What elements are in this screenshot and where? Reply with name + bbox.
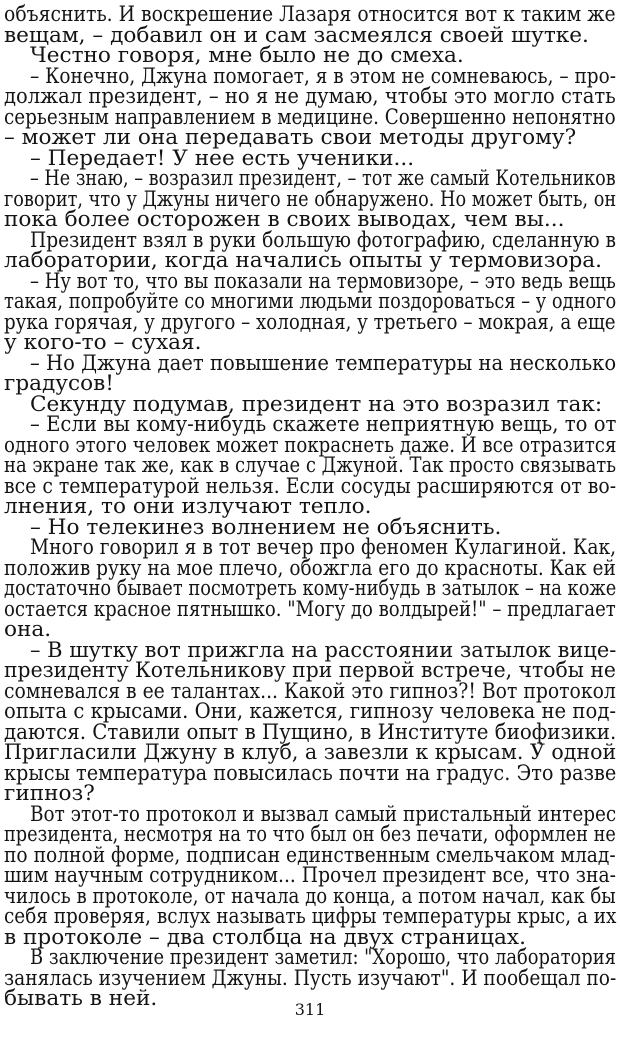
text-line: вещам, – добавил он и сам засмеялся своей шутке. — [4, 22, 589, 48]
text-line: гипноз? — [4, 781, 95, 806]
text-line: крысы температура повысилась почти на градус. Это разве — [4, 760, 617, 786]
text-line: Много говорил я в тот вечер про феномен Кулагиной. Как, — [30, 535, 617, 560]
text-line: Вот этот-то протокол и вызвал самый пристальный интерес — [30, 801, 617, 827]
text-line: сомневался в ее талантах... Какой это гипноз?! Вот протокол — [4, 678, 616, 704]
text-line: остается красное пятнышко. "Могу до волдырей!" – предлагает — [4, 596, 616, 622]
text-line: – Ну вот то, что вы показали на термовизоре, – это ведь вещь — [30, 268, 616, 294]
page-number: 311 — [294, 1000, 326, 1019]
text-line: – Но телекинез волнением не объяснить. — [30, 514, 502, 540]
text-line: лнения, то они излучают тепло. — [4, 494, 372, 519]
text-line: В заключение президент заметил: "Хорошо, что лаборатория — [30, 945, 616, 970]
text-line: в протоколе – два столбца на двух страницах. — [4, 924, 526, 950]
text-line: чилось в протоколе, от начала до конца, а потом начал, как бы — [4, 883, 616, 909]
text-line: все с температурой нельзя. Если сосуды расширяются от во- — [4, 473, 617, 499]
text-line: – Если вы кому-нибудь скажете неприятную вещь, то от — [30, 412, 617, 437]
text-line: рука горячая, у другого – холодная, у третьего – мокрая, а еще — [4, 309, 616, 335]
text-line: говорит, что у Джуны ничего не обнаружено. Но может быть, он — [4, 186, 617, 212]
text-line: Президент взял в руки большую фотографию, сделанную в — [30, 227, 617, 253]
text-line: – Передает! У нее есть ученики... — [30, 145, 415, 171]
text-line: градусов! — [4, 371, 114, 396]
text-line: пока более осторожен в своих выводах, чем вы... — [4, 207, 565, 232]
text-line: занялась изучением Джуны. Пусть изучают". И пообещал по- — [4, 965, 617, 991]
text-line: серьезным направлением в медицине. Совершенно непонятно — [4, 104, 616, 130]
text-line: – Конечно, Джуна помогает, я в этом не сомневаюсь, – про- — [30, 63, 616, 89]
text-line: должал президент, – но я не думаю, чтобы это могло стать — [4, 84, 616, 109]
text-line: на экране так же, как в случае с Джуной. Так просто связывать — [4, 453, 616, 478]
text-line: Пригласили Джуну в клуб, а завезли к крысам. У одной — [4, 740, 617, 765]
text-line: объяснить. И воскрешение Лазаря относится вот к таким же — [4, 2, 616, 27]
text-line: президента, несмотря на то что был он без печати, оформлен не — [4, 822, 616, 847]
text-line: – может ли она передавать свои методы другому? — [4, 125, 577, 150]
text-line: она. — [4, 617, 52, 642]
text-line: опыта с крысами. Они, кажется, гипнозу человека не под- — [4, 699, 617, 724]
text-line: у кого-то – сухая. — [4, 330, 202, 355]
text-line: положив руку на мое плечо, обожгла его до красноты. Как ей — [4, 555, 616, 581]
text-line: лаборатории, когда начались опыты у термовизора. — [4, 248, 603, 273]
text-line: – В шутку вот прижгла на расстоянии затылок вице- — [30, 637, 617, 663]
text-line: президенту Котельникову при первой встрече, чтобы не — [4, 658, 616, 683]
text-line: такая, попробуйте со многими людьми поздороваться – у одного — [4, 289, 617, 314]
text-line: бывать в ней. — [4, 986, 158, 1011]
text-line: Секунду подумав, президент на это возразил так: — [30, 391, 603, 417]
text-line: – Не знаю, – возразил президент, – тот же самый Котельников — [30, 166, 616, 191]
text-line: даются. Ставили опыт в Пущино, в Институте биофизики. — [4, 719, 617, 745]
text-line: себя проверяя, вслух называть цифры температуры крыс, а их — [4, 904, 617, 929]
text-line: шим научным сотрудником... Прочел президент все, что зна- — [4, 863, 616, 888]
text-line: Честно говоря, мне было не до смеха. — [30, 43, 464, 68]
text-line: достаточно бывает посмотреть кому-нибудь в затылок – на коже — [4, 576, 617, 601]
text-line: одного этого человек может покраснеть даже. И все отразится — [4, 432, 617, 458]
text-line: – Но Джуна дает повышение температуры на несколько — [30, 350, 617, 376]
text-line: по полной форме, подписан единственным смельчаком млад- — [4, 842, 616, 868]
